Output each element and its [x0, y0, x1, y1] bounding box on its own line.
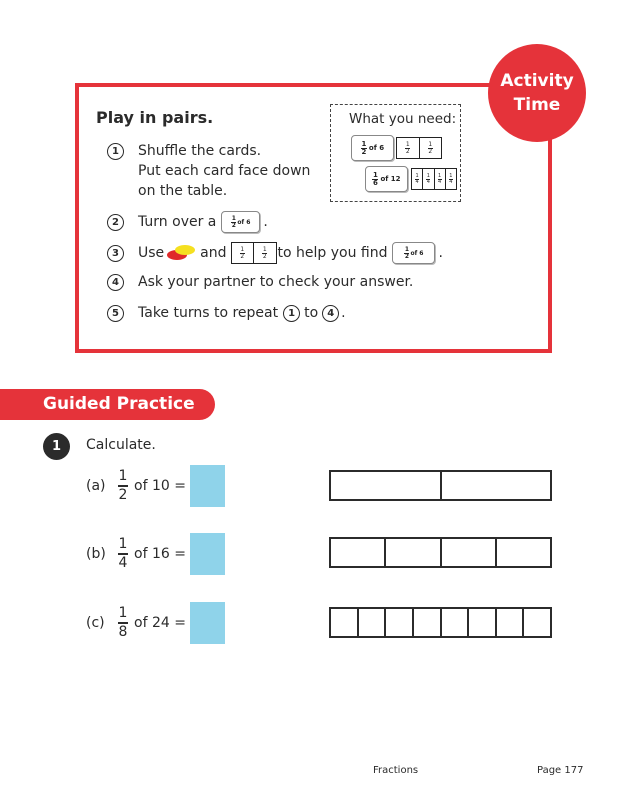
badge-line-1: Activity — [500, 71, 574, 91]
strip-cell — [434, 169, 445, 189]
what-you-need-title: What you need: — [349, 111, 457, 127]
fraction — [118, 605, 128, 641]
step-line: Shuffle the cards. — [138, 143, 262, 159]
step-number: 2 — [107, 214, 124, 231]
card-numerator: 1 — [373, 170, 378, 179]
step-text: Take turns to repeat — [138, 305, 279, 321]
card-text: of 12 — [380, 175, 401, 183]
card-text: of 6 — [410, 249, 424, 257]
fraction-card-sixth-of-12 — [365, 166, 408, 192]
step-5 — [107, 303, 346, 323]
strip-cell — [419, 138, 442, 158]
step-punctuation: . — [438, 245, 443, 261]
step-punctuation: . — [341, 305, 346, 321]
step-text: to — [304, 305, 319, 321]
card-text: of 6 — [368, 144, 385, 152]
question-part-b — [86, 533, 225, 575]
strip-cell — [232, 243, 254, 263]
answer-box[interactable] — [190, 533, 225, 575]
fraction — [118, 536, 128, 572]
card-text: of 6 — [237, 218, 251, 226]
answer-box[interactable] — [190, 465, 225, 507]
step-reference-number: 4 — [322, 305, 339, 322]
activity-time-badge — [488, 44, 586, 142]
strip-num: 1 — [438, 172, 442, 179]
step-number: 4 — [107, 274, 124, 291]
step-punctuation: . — [263, 214, 268, 230]
strip-cell — [253, 243, 276, 263]
denominator: 8 — [118, 623, 128, 640]
bar-segment — [522, 609, 550, 636]
step-line: Put each card face down — [138, 163, 311, 179]
strip-num: 1 — [415, 172, 419, 179]
bar-model-quarters — [329, 537, 552, 568]
part-expression: of 16 = — [134, 546, 186, 562]
fraction-card-half-of-6 — [351, 135, 394, 161]
strip-den: 4 — [449, 178, 453, 185]
strip-cell — [412, 169, 422, 189]
part-expression: of 10 = — [134, 478, 186, 494]
strip-cell — [422, 169, 433, 189]
strip-den: 2 — [262, 252, 267, 260]
step-text: Turn over a — [138, 214, 217, 230]
question-number-badge: 1 — [43, 433, 70, 460]
question-part-a — [86, 465, 225, 507]
bar-segment — [384, 539, 439, 566]
step-number: 1 — [107, 143, 124, 160]
part-label: (a) — [86, 478, 106, 494]
denominator: 2 — [118, 486, 128, 503]
strip-num: 1 — [428, 140, 433, 148]
part-expression: of 24 = — [134, 615, 186, 631]
counters-icon — [167, 244, 197, 262]
card-numerator: 1 — [361, 139, 367, 148]
bar-segment — [467, 609, 495, 636]
bar-model-halves — [329, 470, 552, 501]
strip-den: 4 — [415, 178, 419, 185]
footer-page-number: Page 177 — [537, 765, 584, 776]
bar-segment — [412, 609, 440, 636]
strip-cell — [445, 169, 456, 189]
step-number: 5 — [107, 305, 124, 322]
step-text — [138, 141, 310, 201]
strip-num: 1 — [240, 245, 245, 253]
strip-den: 4 — [438, 178, 442, 185]
answer-box[interactable] — [190, 602, 225, 644]
numerator: 1 — [118, 536, 128, 553]
strip-den: 2 — [240, 252, 245, 260]
strip-num: 1 — [262, 245, 267, 253]
part-label: (b) — [86, 546, 106, 562]
card-numerator: 1 — [231, 214, 236, 222]
step-number: 3 — [107, 245, 124, 262]
bar-segment — [331, 539, 384, 566]
step-4 — [107, 272, 413, 292]
step-text: Use — [138, 245, 165, 261]
strip-den: 2 — [428, 147, 433, 155]
card-denominator: 6 — [373, 178, 378, 187]
question-instruction: Calculate. — [86, 437, 156, 453]
step-text: and — [200, 245, 227, 261]
step-text: Ask your partner to check your answer. — [138, 274, 414, 290]
activity-title: Play in pairs. — [96, 108, 214, 127]
step-2 — [107, 210, 268, 234]
guided-practice-header: Guided Practice — [0, 389, 215, 420]
step-3 — [107, 241, 443, 265]
question-part-c — [86, 602, 225, 644]
bar-segment — [495, 609, 523, 636]
footer-topic: Fractions — [373, 765, 419, 776]
strip-den: 4 — [426, 178, 430, 185]
bar-segment — [331, 472, 440, 499]
step-reference-number: 1 — [283, 305, 300, 322]
card-denominator: 2 — [361, 147, 367, 156]
strip-den: 2 — [405, 147, 410, 155]
fraction-strip-halves — [231, 242, 277, 264]
step-1 — [107, 141, 310, 201]
fraction-strip-halves — [396, 137, 442, 159]
fraction-strip-quarters — [411, 168, 457, 190]
numerator: 1 — [118, 468, 128, 485]
fraction — [118, 468, 128, 504]
bar-segment — [440, 472, 551, 499]
badge-line-2: Time — [513, 95, 561, 115]
strip-num: 1 — [405, 140, 410, 148]
bar-segment — [495, 539, 550, 566]
strip-num: 1 — [449, 172, 453, 179]
strip-cell — [397, 138, 419, 158]
step-line: on the table. — [138, 183, 228, 199]
step-text: to help you find — [277, 245, 388, 261]
numerator: 1 — [118, 605, 128, 622]
card-denominator: 2 — [231, 221, 236, 229]
fraction-card-half-of-6 — [392, 242, 435, 264]
part-label: (c) — [86, 615, 105, 631]
bar-segment — [384, 609, 412, 636]
denominator: 4 — [118, 554, 128, 571]
bar-model-eighths — [329, 607, 552, 638]
bar-segment — [357, 609, 385, 636]
fraction-card-half-of-6 — [221, 211, 260, 233]
card-denominator: 2 — [404, 252, 410, 260]
bar-segment — [440, 609, 468, 636]
bar-segment — [440, 539, 495, 566]
card-numerator: 1 — [404, 245, 410, 253]
bar-segment — [331, 609, 357, 636]
strip-num: 1 — [426, 172, 430, 179]
